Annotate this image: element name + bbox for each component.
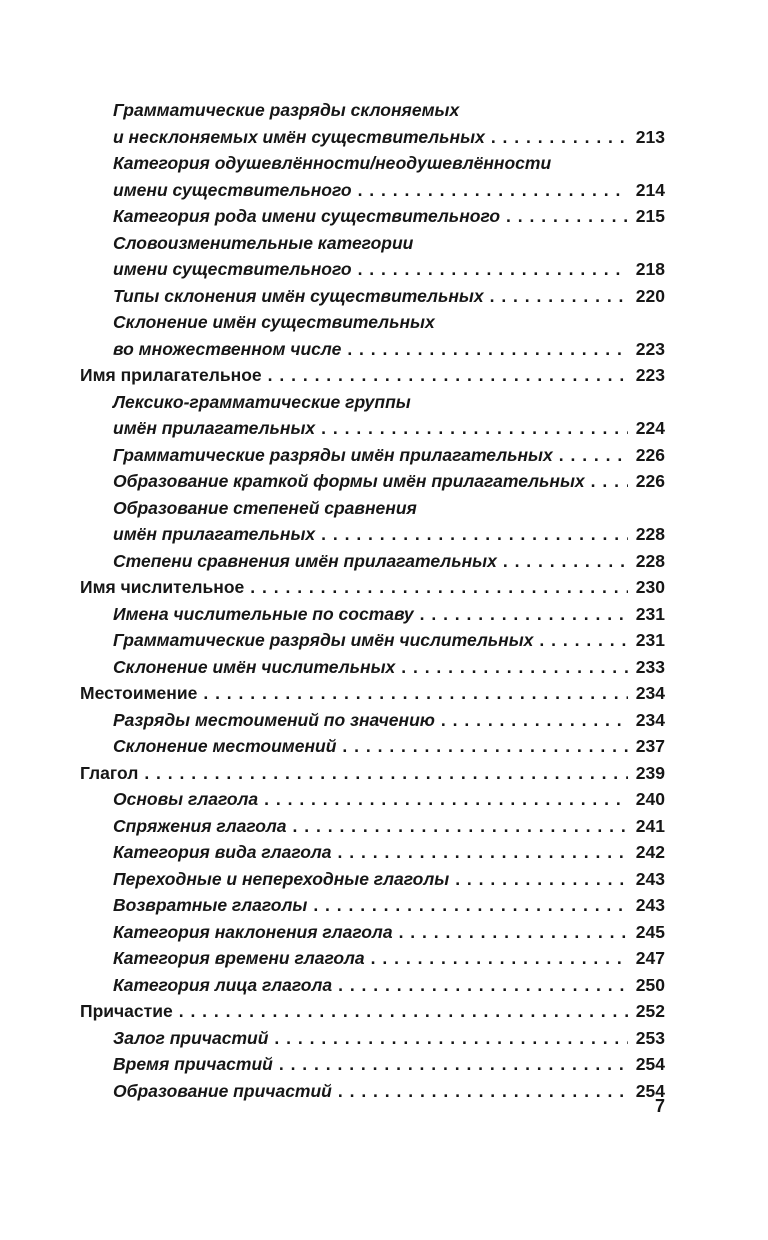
toc-entry-title: Категория вида глагола — [113, 842, 332, 862]
toc-line — [113, 892, 665, 919]
toc-entry — [80, 1051, 665, 1078]
toc-entry-title: Грамматические разряды имён прилагательных — [113, 444, 553, 465]
toc-page-number: 243 — [635, 868, 665, 889]
toc-line — [113, 521, 665, 548]
toc-entry-title: имени существительного — [113, 179, 352, 200]
toc-line — [113, 1051, 665, 1078]
toc-entry-title: Категория рода имени существительного — [113, 206, 501, 226]
toc-entry — [80, 601, 665, 628]
dot-leader — [321, 521, 628, 548]
toc-entry-title: Склонение местоимений — [113, 736, 337, 756]
dot-leader — [293, 813, 628, 840]
toc-entry-title: Причастие — [80, 1001, 173, 1021]
toc-page-number: 214 — [635, 179, 665, 200]
toc-page-number: 241 — [635, 815, 665, 836]
toc-page-number: 215 — [635, 206, 665, 226]
toc-page-number: 231 — [635, 603, 665, 624]
toc-page-number: 243 — [635, 895, 665, 915]
toc-page-number: 218 — [635, 259, 665, 279]
dot-leader — [490, 283, 628, 310]
toc-entry-title: Степени сравнения имён прилагательных — [113, 550, 497, 571]
toc-entry — [80, 389, 665, 442]
dot-leader — [506, 203, 628, 230]
toc-entry — [80, 866, 665, 893]
toc-page-number: 220 — [635, 285, 665, 306]
toc-line — [113, 866, 665, 893]
toc-page-number: 233 — [635, 656, 665, 677]
dot-leader — [179, 998, 628, 1025]
toc-entry — [80, 919, 665, 946]
dot-leader — [420, 601, 628, 628]
toc-entry — [80, 362, 665, 389]
dot-leader — [313, 892, 628, 919]
dot-leader — [279, 1051, 628, 1078]
toc-line — [113, 1025, 665, 1052]
toc-page-number: 254 — [635, 1054, 665, 1074]
toc-entry-title: Типы склонения имён существительных — [113, 285, 484, 306]
toc-entry — [80, 813, 665, 840]
toc-entry-title: Спряжения глагола — [113, 815, 287, 836]
toc-page-number: 231 — [635, 630, 665, 650]
toc-page-number: 226 — [635, 471, 665, 491]
toc-line — [113, 283, 665, 310]
toc-page-number: 234 — [635, 709, 665, 730]
toc-entry — [80, 203, 665, 230]
toc-entry-title: Местоимение — [80, 683, 198, 703]
dot-leader — [503, 548, 628, 575]
toc-line — [113, 839, 665, 866]
dot-leader — [399, 919, 628, 946]
dot-leader — [539, 627, 628, 654]
toc-page-number: 253 — [635, 1027, 665, 1048]
toc-page-number: 250 — [635, 974, 665, 995]
toc-line — [113, 786, 665, 813]
toc-line — [113, 415, 665, 442]
toc-page-number: 234 — [635, 683, 665, 703]
toc-entry-title: Категория времени глагола — [113, 948, 365, 968]
toc-entry-title: Переходные и непереходные глаголы — [113, 868, 450, 889]
toc-line — [113, 707, 665, 734]
toc-entry-title: имён прилагательных — [113, 524, 316, 544]
toc-page-number: 237 — [635, 736, 665, 756]
toc-page-number: 228 — [635, 550, 665, 571]
toc-entry — [80, 442, 665, 469]
toc-entry-title: Склонение имён существительных — [113, 312, 435, 332]
toc-entry — [80, 468, 665, 495]
toc-page-number: 223 — [635, 338, 665, 359]
toc-line — [113, 919, 665, 946]
toc-entry — [80, 839, 665, 866]
dot-leader — [274, 1025, 628, 1052]
toc-page-number: 213 — [635, 126, 665, 147]
toc-entry-title: Категория лица глагола — [113, 974, 333, 995]
toc-entry-title: и несклоняемых имён существительных — [113, 126, 485, 147]
toc-page-number: 230 — [635, 577, 665, 597]
dot-leader — [342, 733, 628, 760]
toc-page-number: 240 — [635, 789, 665, 809]
dot-leader — [358, 256, 628, 283]
dot-leader — [144, 760, 628, 787]
dot-leader — [401, 654, 628, 681]
table-of-contents — [80, 97, 665, 1104]
dot-leader — [203, 680, 628, 707]
toc-entry-title: Имя прилагательное — [80, 365, 262, 385]
toc-entry-title: Образование краткой формы имён прилагательных — [113, 471, 585, 491]
toc-page-number: 239 — [635, 762, 665, 783]
toc-entry — [80, 548, 665, 575]
toc-page-number: 228 — [635, 524, 665, 544]
toc-line — [113, 813, 665, 840]
toc-entry-title: Словоизменительные категории — [113, 232, 414, 253]
toc-line — [113, 150, 665, 177]
dot-leader — [338, 839, 628, 866]
dot-leader — [441, 707, 628, 734]
toc-page-number: 224 — [635, 418, 665, 438]
toc-entry-title: Имена числительные по составу — [113, 603, 414, 624]
toc-entry — [80, 707, 665, 734]
toc-entry-title: Залог причастий — [113, 1027, 269, 1048]
toc-line — [80, 680, 665, 707]
toc-entry — [80, 1025, 665, 1052]
toc-page-number: 226 — [635, 444, 665, 465]
toc-line — [113, 389, 665, 416]
toc-line — [113, 230, 665, 257]
toc-entry-title: имени существительного — [113, 259, 352, 279]
toc-entry — [80, 733, 665, 760]
toc-entry-title: имён прилагательных — [113, 418, 316, 438]
dot-leader — [338, 972, 628, 999]
toc-line — [80, 362, 665, 389]
dot-leader — [347, 336, 628, 363]
dot-leader — [591, 468, 628, 495]
toc-entry-title: во множественном числе — [113, 338, 342, 359]
toc-line — [113, 601, 665, 628]
toc-entry-title: Категория наклонения глагола — [113, 921, 393, 942]
toc-entry-title: Разряды местоимений по значению — [113, 709, 435, 730]
toc-line — [113, 442, 665, 469]
toc-line — [113, 336, 665, 363]
dot-leader — [250, 574, 628, 601]
toc-entry — [80, 283, 665, 310]
toc-entry — [80, 495, 665, 548]
toc-line — [113, 548, 665, 575]
toc-line — [113, 97, 665, 124]
page-number: 7 — [654, 1096, 665, 1116]
toc-page-number: 242 — [635, 842, 665, 862]
toc-entry — [80, 150, 665, 203]
toc-line — [113, 972, 665, 999]
toc-page-number: 245 — [635, 921, 665, 942]
toc-line — [80, 574, 665, 601]
toc-entry-title: Лексико-грамматические группы — [113, 391, 411, 412]
toc-line — [113, 177, 665, 204]
toc-line — [113, 203, 665, 230]
toc-page-number: 223 — [635, 365, 665, 385]
toc-line — [113, 495, 665, 522]
toc-entry-title: Грамматические разряды имён числительных — [113, 630, 534, 650]
toc-entry — [80, 574, 665, 601]
toc-line — [113, 654, 665, 681]
toc-entry-title: Грамматические разряды склоняемых — [113, 100, 460, 120]
dot-leader — [358, 177, 628, 204]
dot-leader — [371, 945, 628, 972]
dot-leader — [559, 442, 628, 469]
dot-leader — [455, 866, 628, 893]
toc-entry-title: Глагол — [80, 762, 139, 783]
toc-line — [113, 256, 665, 283]
toc-entry-title: Образование степеней сравнения — [113, 497, 417, 518]
toc-entry — [80, 627, 665, 654]
toc-entry — [80, 654, 665, 681]
toc-entry-title: Категория одушевлённости/неодушевлённости — [113, 153, 552, 173]
dot-leader — [321, 415, 628, 442]
toc-entry — [80, 892, 665, 919]
toc-page-number: 254 — [635, 1080, 665, 1101]
dot-leader — [264, 786, 628, 813]
toc-line — [80, 760, 665, 787]
toc-entry-title: Время причастий — [113, 1054, 273, 1074]
toc-line — [113, 627, 665, 654]
toc-line — [113, 945, 665, 972]
toc-entry-title: Образование причастий — [113, 1080, 332, 1101]
toc-line — [113, 733, 665, 760]
toc-entry — [80, 230, 665, 283]
toc-entry-title: Склонение имён числительных — [113, 656, 396, 677]
toc-entry — [80, 786, 665, 813]
toc-entry-title: Имя числительное — [80, 577, 245, 597]
dot-leader — [268, 362, 628, 389]
toc-entry — [80, 97, 665, 150]
toc-entry-title: Возвратные глаголы — [113, 895, 308, 915]
toc-line — [113, 309, 665, 336]
toc-line — [113, 124, 665, 151]
toc-page-number: 252 — [635, 1001, 665, 1021]
toc-line — [80, 998, 665, 1025]
dot-leader — [491, 124, 628, 151]
toc-entry — [80, 309, 665, 362]
toc-entry — [80, 680, 665, 707]
toc-page-number: 247 — [635, 948, 665, 968]
toc-line — [113, 468, 665, 495]
toc-entry — [80, 760, 665, 787]
toc-entry — [80, 945, 665, 972]
toc-entry — [80, 998, 665, 1025]
toc-entry-title: Основы глагола — [113, 789, 259, 809]
toc-entry — [80, 972, 665, 999]
